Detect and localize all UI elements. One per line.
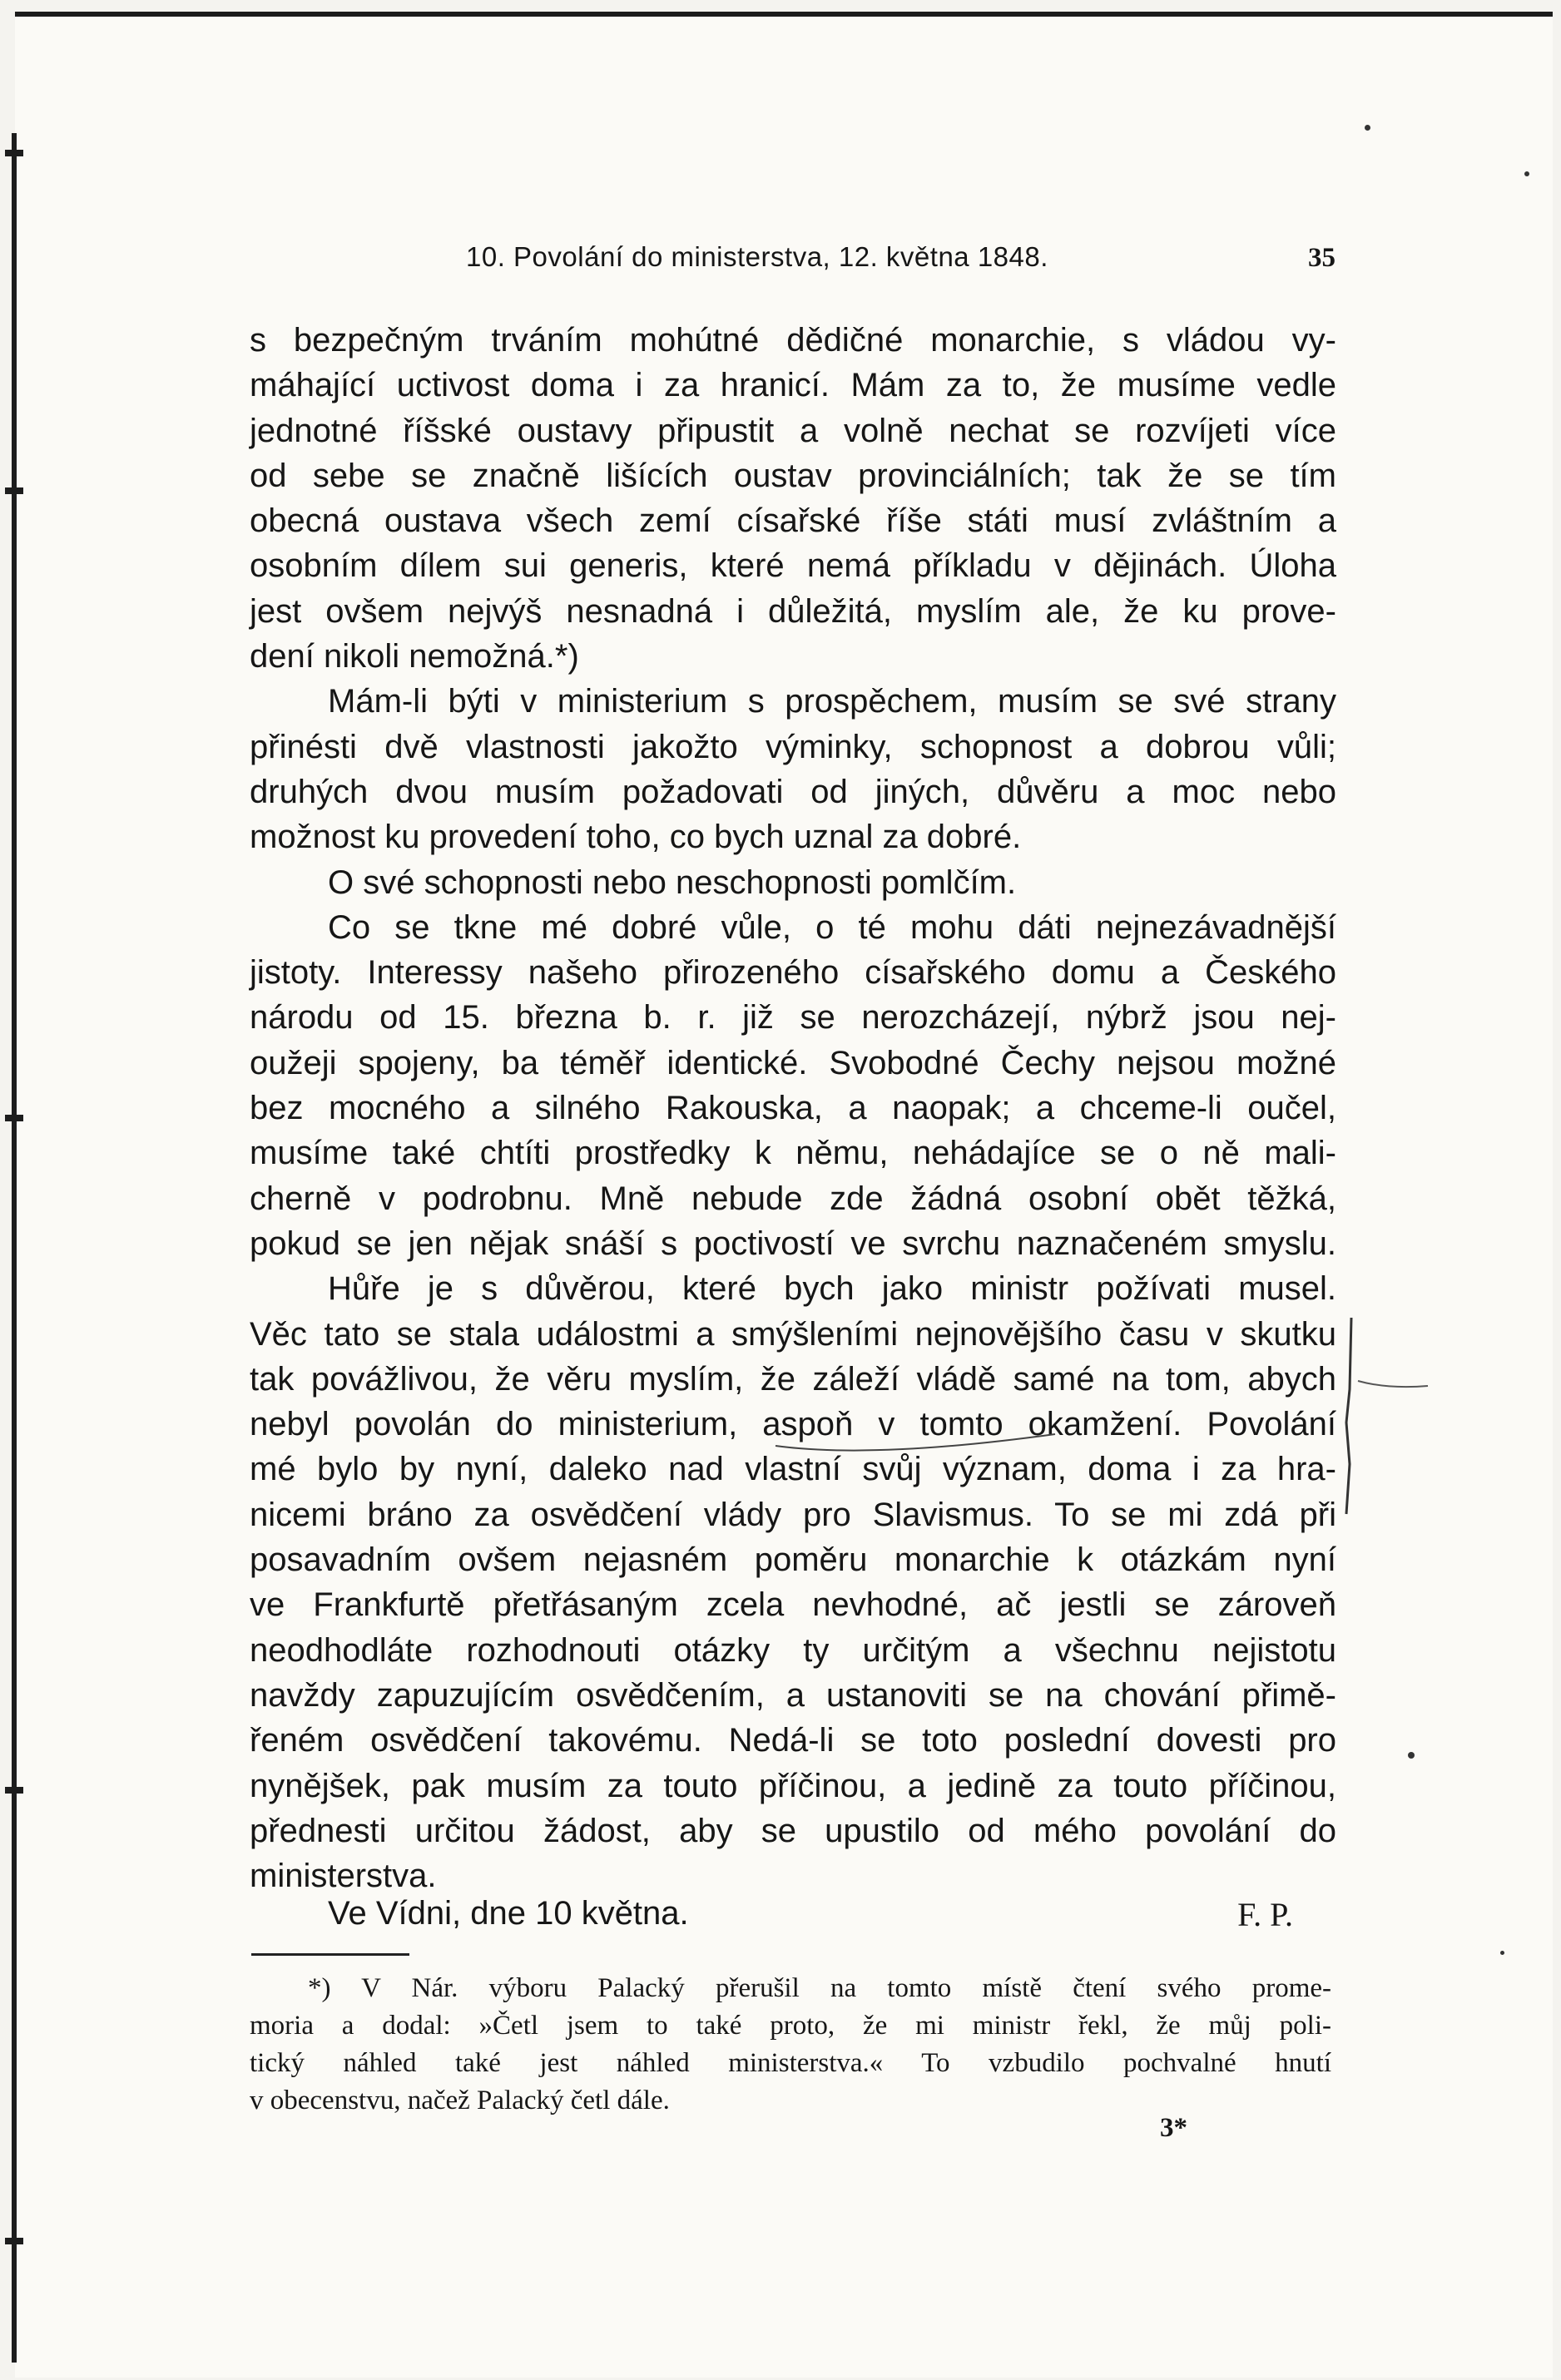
text-line: oužeji spojeny, ba téměř identické. Svobodné Čechy nejsou možné — [250, 1044, 1336, 1081]
footnote-line: moria a dodal: »Četl jsem to také proto, že mi ministr řekl, že můj poli- — [250, 2011, 1331, 2041]
text-line: Věc tato se stala událostmi a smýšleními nejnovějšího času v skutku — [250, 1315, 1336, 1353]
text-annotation — [774, 1429, 1057, 1466]
binding-mark — [5, 487, 23, 494]
binding-mark — [5, 150, 23, 156]
text-line: neodhodláte rozhodnouti otázky ty určitým a všechnu nejistotu — [250, 1631, 1336, 1669]
text-line: národu od 15. března b. r. již se nerozcházejí, nýbrž jsou nej- — [250, 999, 1336, 1037]
text-line: máhající uctivost doma i za hranicí. Mám za to, že musíme vedle — [250, 367, 1336, 404]
text-line: tak povážlivou, že věru myslím, že záleží vládě samé na tom, abych — [250, 1360, 1336, 1398]
footnote — [250, 1970, 1331, 2120]
text-line: mé bylo by nyní, daleko nad vlastní svůj význam, doma i za hra- — [250, 1451, 1336, 1488]
paper-speck — [1365, 125, 1370, 131]
text-line: od sebe se značně lišících oustav provinciálních; tak že se tím — [250, 457, 1336, 494]
binding-mark — [5, 1115, 23, 1121]
text-line: navždy zapuzujícím osvědčením, a ustanoviti se na chování přimě- — [250, 1676, 1336, 1714]
margin-pencil-stroke — [1358, 1381, 1428, 1387]
text-line: nynějšek, pak musím za touto příčinou, a jedině za touto příčinou, — [250, 1767, 1336, 1804]
text-line: řeném osvědčení takovému. Nedá-li se toto poslední dovesti pro — [250, 1722, 1336, 1759]
running-head: 10. Povolání do ministerstva, 12. května 1848. — [466, 241, 1048, 272]
text-line: Hůře je s důvěrou, které bych jako ministr požívati musel. — [328, 1270, 1336, 1308]
signature-place-date: Ve Vídni, dne 10 května. — [328, 1895, 689, 1932]
binding-edge — [12, 133, 17, 2363]
text-line: nicemi bráno za osvědčení vlády pro Slavismus. To se mi zdá při — [250, 1496, 1336, 1533]
text-line: ministerstva. — [250, 1858, 437, 1895]
text-line: dení nikoli nemožná.*) — [250, 638, 579, 675]
text-line: možnost ku provedení toho, co bych uznal za dobré. — [250, 819, 1022, 856]
text-line: přednesti určitou žádost, aby se upustilo od mého povolání do — [250, 1812, 1336, 1849]
text-line: nebyl povolán do ministerium, aspoň v tomto okamžení. Povolání — [250, 1406, 1336, 1443]
page-number: 35 — [1308, 243, 1336, 273]
binding-mark — [5, 1787, 23, 1794]
body-text — [250, 318, 1336, 1898]
signature-initials: F. P. — [1237, 1896, 1293, 1933]
sheet-signature-mark: 3* — [1160, 2113, 1187, 2143]
text-line: s bezpečným trváním mohútné dědičné monarchie, s vládou vy- — [250, 322, 1336, 359]
paper-speck — [1524, 171, 1529, 176]
text-line: Co se tkne mé dobré vůle, o té mohu dáti nejnezávadnější — [328, 908, 1336, 946]
margin-annotation — [1338, 1314, 1430, 1531]
text-line: přinésti dvě vlastnosti jakožto výminky, schopnost a dobrou vůli; — [250, 728, 1336, 765]
binding-mark — [5, 2238, 23, 2244]
footnote-line: tický náhled také jest náhled ministerstva.« To vzbudilo pochvalné hnutí — [250, 2048, 1331, 2078]
text-line: pokud se jen nějak snáší s poctivostí ve svrchu naznačeném smyslu. — [250, 1225, 1336, 1262]
text-line: Mám-li býti v ministerium s prospěchem, musím se své strany — [328, 683, 1336, 720]
pencil-underline — [776, 1434, 1055, 1451]
margin-pencil-stroke — [1346, 1318, 1351, 1514]
footnote-line: v obecenstvu, načež Palacký četl dále. — [250, 2086, 670, 2115]
text-line: osobním dílem sui generis, které nemá příkladu v dějinách. Úloha — [250, 547, 1336, 585]
text-line: obecná oustava všech zemí císařské říše státi musí zvláštním a — [250, 502, 1336, 540]
text-line: jednotné říšské oustavy připustit a volně nechat se rozvíjeti více — [250, 412, 1336, 449]
text-line: cherně v podrobnu. Mně nebude zde žádná osobní obět těžká, — [250, 1180, 1336, 1217]
paper-speck — [1408, 1752, 1415, 1759]
text-line: ve Frankfurtě přetřásaným zcela nevhodné, ač jestli se zároveň — [250, 1586, 1336, 1624]
text-line: jistoty. Interessy našeho přirozeného císařského domu a Českého — [250, 954, 1336, 992]
text-line: jest ovšem nejvýš nesnadná i důležitá, myslím ale, že ku prove- — [250, 592, 1336, 630]
paper-speck — [1500, 1951, 1504, 1955]
text-line: musíme také chtíti prostředky k němu, nehádajíce se o ně mali- — [250, 1135, 1336, 1172]
text-line: druhých dvou musím požadovati od jiných, důvěru a moc nebo — [250, 773, 1336, 810]
text-line: bez mocného a silného Rakouska, a naopak; a chceme-li oučel, — [250, 1090, 1336, 1127]
footnote-line: *) V Nár. výboru Palacký přerušil na tomto místě čtení svého prome- — [308, 1973, 1331, 2003]
text-line: posavadním ovšem nejasném poměru monarchie k otázkám nyní — [250, 1541, 1336, 1579]
text-line: O své schopnosti nebo neschopnosti pomlčím. — [328, 863, 1017, 901]
footnote-rule — [251, 1953, 409, 1956]
